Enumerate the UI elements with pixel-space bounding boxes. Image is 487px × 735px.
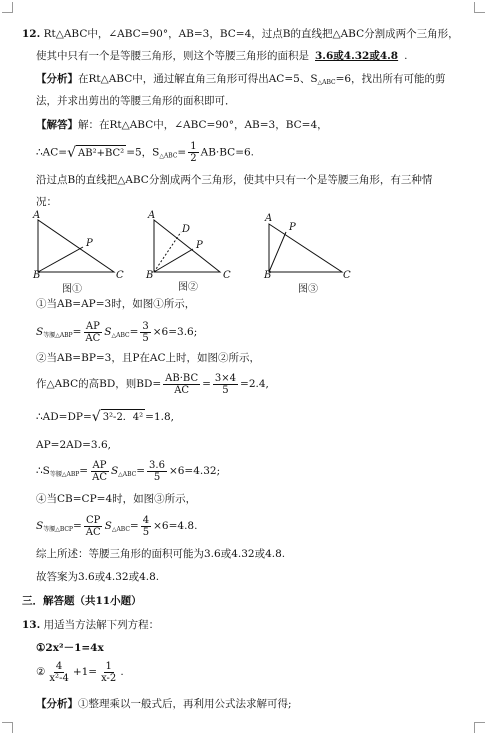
case2-altitude (36, 372, 269, 396)
crop-mark-top-right (474, 2, 485, 13)
section3-text: 三．解答题（共11小题） (22, 595, 142, 607)
problem13-eq1-text: ①2x²－1=4x (36, 642, 104, 654)
case1-frac2-num: 3 (142, 320, 149, 332)
case3-frac-num: CP (86, 514, 101, 526)
solution-tag: 【解答】 (36, 119, 78, 131)
crop-mark-bottom-left (2, 722, 13, 733)
cut-text: 沿过点B的直线把△ABC分割成两个三角形，使其中只有一个是等腰三角形，有三种情 (36, 174, 433, 186)
eq2-num1: 4 (55, 660, 63, 672)
case3-formula (36, 514, 197, 542)
case2-alt-den2: 5 (222, 384, 229, 396)
ac-half-num: 1 (190, 141, 197, 152)
case1-line (36, 297, 195, 311)
case2-alt-frac (163, 373, 200, 396)
problem12-statement-b: 使其中只有一个是等腰三角形，则这个等腰三角形的面积是 (36, 50, 309, 62)
problem13-number: 13. (22, 619, 41, 631)
sqrt-sign-2: √ (91, 409, 101, 425)
case3-frac-den: AC (85, 526, 101, 538)
figure1-triangle (38, 220, 114, 272)
case2-alt-num: AB·BC (165, 372, 199, 384)
problem12-statement-line1 (22, 27, 459, 41)
ac-half-fraction (188, 141, 198, 164)
figure3-caption: 图③ (298, 284, 318, 295)
figure2-altitude-bd (154, 232, 181, 272)
fig1-label-b: B (33, 270, 41, 281)
case3-line (36, 492, 196, 506)
final-answer-line (36, 570, 159, 584)
eq2-mid: +1= (72, 666, 98, 678)
case1-sub2: △ABC (111, 332, 130, 339)
case3-eq2: = (129, 520, 139, 532)
case2-frac2-den: 5 (153, 471, 161, 483)
fig2-label-a: A (148, 210, 156, 221)
sqrt-sign: √ (67, 144, 77, 161)
case2-ad-tail: =1.8, (145, 411, 175, 423)
case2-alt-frac2 (213, 373, 238, 396)
case2-tail: ×6=4.32; (168, 465, 221, 477)
eq2-frac2 (99, 661, 118, 684)
eq2-den1: x²-4 (49, 672, 69, 684)
analysis-tag: 【分析】 (36, 73, 78, 85)
case3-sub2: △ABC (111, 526, 130, 533)
eq2-tail: . (120, 666, 124, 678)
fig3-label-b: B (264, 270, 272, 281)
case1-eq2: = (129, 326, 139, 338)
figure3-triangle (269, 224, 342, 272)
fig3-label-p: P (289, 222, 296, 233)
problem12-analysis-line2 (36, 94, 236, 108)
eq2-den2: x-2 (101, 672, 117, 684)
summary-line (36, 547, 285, 561)
fig1-label-c: C (116, 270, 124, 281)
problem13-statement (22, 618, 159, 632)
case2-ad (36, 408, 174, 426)
fig3-label-c: C (343, 270, 351, 281)
fig2-label-p: P (196, 240, 203, 251)
fig1-label-a: A (33, 210, 41, 221)
case3-frac2-den: 5 (142, 526, 150, 538)
case1-sub: 等腰△ABP (43, 332, 73, 339)
analysis-text-b: 法，并求出剪出的等腰三角形的面积即可． (36, 95, 236, 107)
case2-s-eq: = (79, 465, 89, 477)
case2-frac-num: AP (92, 459, 107, 471)
case2-ap (36, 438, 111, 452)
ac-subscript: △ABC (159, 152, 178, 160)
ac-half-den: 2 (190, 153, 197, 164)
analysis-text-a-post: =6，找出所有可能的剪 (335, 73, 446, 85)
problem13-analysis-tag: 【分析】 (36, 698, 78, 710)
problem12-ac-line (36, 141, 254, 166)
section3-heading (22, 594, 142, 608)
case3-frac2-num: 4 (142, 514, 150, 526)
case2-s-pre: ∴S (36, 465, 50, 477)
fig2-label-d: D (182, 224, 191, 235)
case2-s2-eq: = (136, 465, 146, 477)
fig1-label-p: P (86, 238, 93, 249)
eq2-num2: 1 (105, 660, 112, 672)
case2-ad-sqrt (92, 409, 145, 425)
figure3-segment-bp (269, 232, 286, 272)
case1-frac-den: AC (85, 332, 101, 344)
crop-mark-bottom-right (474, 722, 485, 733)
problem12-cut-line1 (36, 173, 432, 187)
case2-alt-den: AC (174, 384, 190, 396)
solution-text-a: 解：在Rt△ABC中，∠ABC=90°，AB=3，BC=4， (78, 119, 328, 131)
case2-alt-num2: 3×4 (214, 372, 237, 384)
case2-alt-pre: 作△ABC的高BD，则BD= (36, 378, 162, 390)
case2-ad-radicand: 3²-2．4² (101, 409, 145, 425)
case1-frac2-den: 5 (142, 332, 149, 344)
case1-s2: S (104, 326, 112, 338)
problem13-analysis-text: ①整理乘以一般式后，再利用公式法求解可得; (78, 698, 292, 710)
eq2-frac1 (47, 661, 70, 684)
fig3-label-a: A (265, 213, 273, 224)
case3-text: ④当CB=CP=4时，如图③所示， (36, 493, 197, 505)
case3-tail: ×6=4.8. (153, 520, 198, 532)
case2-frac (90, 460, 109, 483)
fig2-label-b: B (146, 270, 154, 281)
problem13-text: 用适当方法解下列方程： (43, 619, 160, 631)
problem12-solution-line1 (36, 118, 328, 132)
case2-ad-pre: ∴AD=DP= (36, 411, 92, 423)
eq2-prefix: ② (36, 666, 46, 678)
problem12-statement-end: . (404, 50, 408, 62)
ac-tail: AB·BC=6. (200, 146, 255, 159)
problem12-answer: 3.6或4.32或4.8 (315, 50, 399, 62)
summary-text: 综上所述：等腰三角形的面积可能为3.6或4.32或4.8. (36, 548, 286, 560)
problem12-number: 12. (22, 28, 41, 40)
case2-ap-text: AP=2AD=3.6, (36, 439, 111, 451)
problem13-analysis (36, 697, 292, 711)
case1-s: S (36, 326, 44, 338)
analysis-text-a: 在Rt△ABC中，通过解直角三角形可得出AC=5、S (78, 73, 318, 85)
ac-sqrt (67, 145, 126, 161)
final-answer-text: 故答案为3.6或4.32或4.8. (36, 571, 160, 583)
case2-line (36, 351, 260, 365)
problem12-statement-a: Rt△ABC中，∠ABC=90°，AB=3，BC=4，过点B的直线把△ABC分割成两个三角形， (43, 28, 459, 40)
ac-post: =5，S (126, 146, 160, 159)
case2-s2: S (110, 465, 119, 477)
case3-s: S (36, 520, 44, 532)
figure1-segment-bp (38, 247, 83, 272)
case1-text: ①当AB=AP=3时，如图①所示， (36, 298, 196, 310)
case1-formula (36, 320, 197, 348)
problem13-eq2 (36, 660, 124, 684)
case2-alt-tail: =2.4, (240, 378, 269, 390)
case3-s2: S (104, 520, 112, 532)
cut-text-b: 况： (36, 196, 57, 208)
case1-eq: = (72, 326, 82, 338)
case2-formula (36, 459, 220, 487)
ac-radicand: AB²+BC² (76, 145, 126, 161)
problem13-eq1 (36, 641, 104, 655)
case3-eq: = (72, 520, 82, 532)
figure2-caption: 图② (178, 282, 198, 293)
case2-alt-eq: = (202, 378, 211, 390)
case2-s-sub: 等腰△ABP (49, 471, 80, 478)
case1-frac2 (140, 321, 150, 344)
case3-frac2 (141, 515, 151, 538)
fig2-label-c: C (223, 270, 231, 281)
ac-prefix: ∴AC= (36, 146, 68, 159)
triangle-figures (30, 212, 360, 294)
case3-frac (84, 515, 103, 538)
case2-s2-sub: △ABC (118, 471, 137, 478)
case2-frac-den: AC (92, 471, 107, 483)
problem12-statement-line2 (36, 49, 407, 63)
problem12-analysis-line1 (36, 72, 446, 90)
case1-frac-num: AP (85, 320, 100, 332)
case2-frac2-num: 3.6 (149, 459, 165, 471)
analysis-subscript: △ABC (317, 79, 336, 86)
case3-sub: 等腰△BCP (43, 526, 73, 533)
case1-frac (83, 321, 102, 344)
case2-text: ②当AB=BP=3，且P在AC上时，如图②所示， (36, 352, 261, 364)
crop-mark-top-left (2, 2, 13, 13)
problem12-cut-line2 (36, 195, 57, 209)
figure2-segment-bp (154, 249, 193, 272)
figure1-caption: 图① (62, 284, 82, 295)
ac-equals: = (177, 146, 187, 159)
case1-tail: ×6=3.6; (152, 326, 198, 338)
case2-frac2 (147, 460, 167, 483)
